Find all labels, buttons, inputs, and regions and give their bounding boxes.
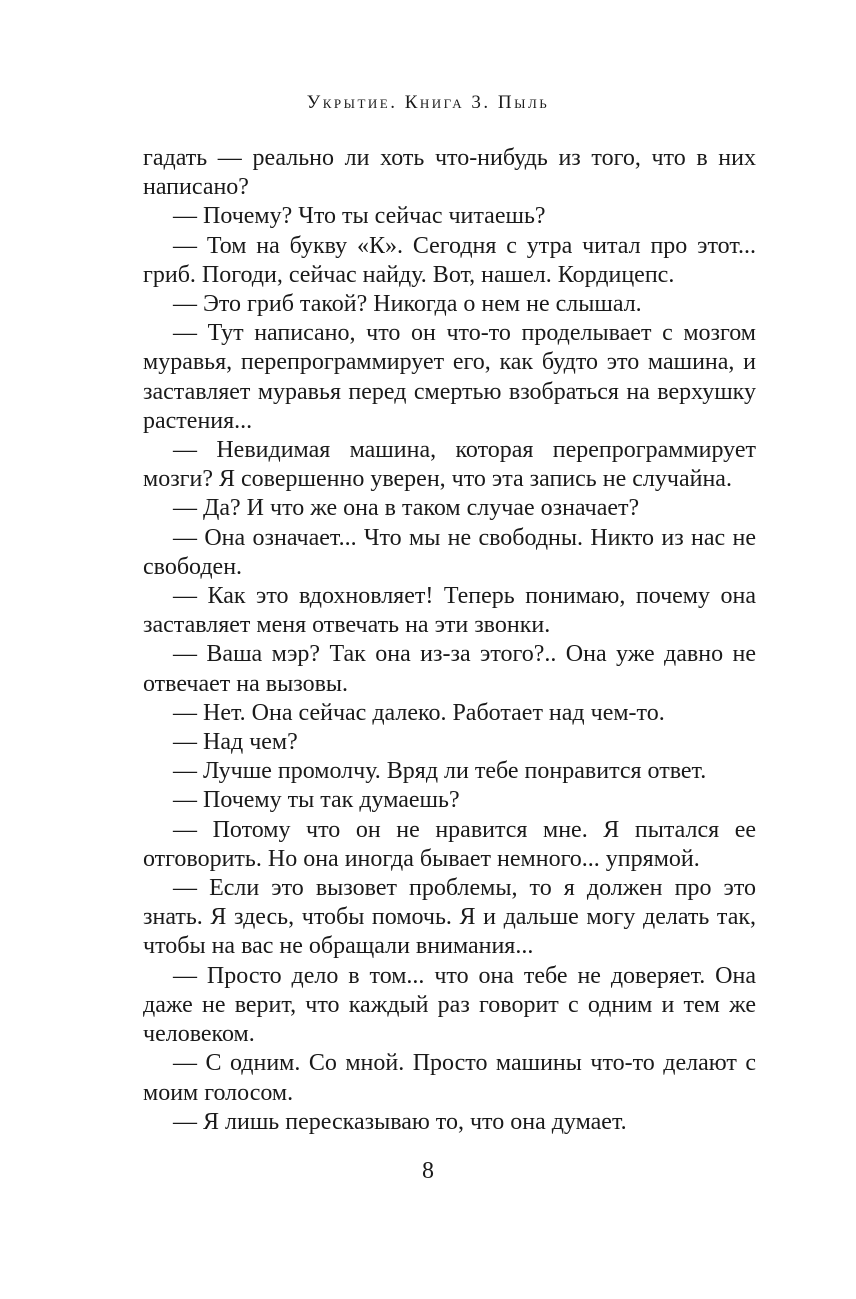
paragraph: — С одним. Со мной. Просто машины что-то делают с моим голосом. [143, 1050, 756, 1106]
paragraph: — Ваша мэр? Так она из-за этого?.. Она уже давно не отвечает на вызовы. [143, 641, 756, 697]
paragraph: — Невидимая машина, которая перепрограммирует мозги? Я совершенно уверен, что эта запись не случайна. [143, 437, 756, 493]
paragraph: — Почему ты так думаешь? [173, 787, 460, 814]
paragraph: — Это гриб такой? Никогда о нем не слышал. [173, 291, 642, 318]
paragraph: — Тут написано, что он что-то проделывает с мозгом муравья, перепрограммирует его, как будто это машина, и заставляет муравья перед смертью взобраться на верхушку растения... [143, 320, 756, 434]
paragraph: — Просто дело в том... что она тебе не доверяет. Она даже не верит, что каждый раз говорит с одним и тем же человеком. [143, 962, 756, 1048]
running-title: Укрытие. Книга 3. Пыль [306, 92, 550, 113]
paragraph: — Я лишь пересказываю то, что она думает. [173, 1108, 627, 1135]
page-number: 8 [422, 1158, 434, 1184]
body-text [143, 144, 756, 1137]
paragraph: — Лучше промолчу. Вряд ли тебе понравится ответ. [173, 758, 707, 785]
paragraph: — Да? И что же она в таком случае означает? [173, 495, 640, 522]
paragraph: — Нет. Она сейчас далеко. Работает над чем-то. [173, 699, 665, 726]
paragraph: — Над чем? [173, 729, 298, 756]
paragraph: гадать — реально ли хоть что-нибудь из того, что в них написано? [143, 145, 756, 201]
paragraph: — Почему? Что ты сейчас читаешь? [173, 203, 546, 230]
paragraph: — Потому что он не нравится мне. Я пытался ее отговорить. Но она иногда бывает немного... упрямой. [143, 816, 756, 872]
paragraph: — Том на букву «К». Сегодня с утра читал про этот... гриб. Погоди, сейчас найду. Вот, нашел. Кордицепс. [143, 232, 756, 288]
paragraph: — Если это вызовет проблемы, то я должен про это знать. Я здесь, чтобы помочь. Я и дальше могу делать так, чтобы на вас не обращали внимания... [143, 875, 756, 960]
paragraph: — Как это вдохновляет! Теперь понимаю, почему она заставляет меня отвечать на эти звонки. [143, 583, 756, 639]
paragraph: — Она означает... Что мы не свободны. Никто из нас не свободен. [143, 524, 756, 580]
